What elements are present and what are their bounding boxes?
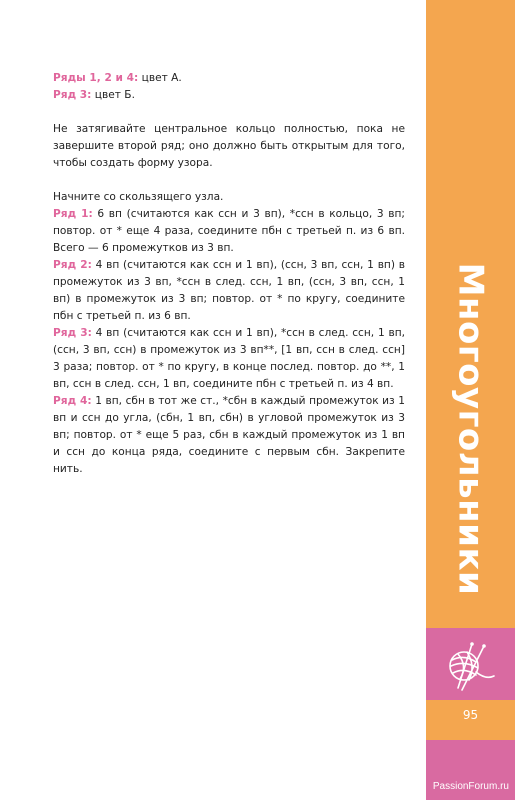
row-label: Ряд 3: — [53, 89, 92, 101]
sidebar-title-wrap — [426, 0, 515, 628]
row-label: Ряд 1: — [53, 208, 93, 220]
row-text: 1 вп, сбн в тот же ст., *сбн в каждый промежуток из 1 вп и ссн до угла, (сбн, 1 вп, сбн) в угловой промежуток из 3 вп; повтор. от * еще 5 раз, сбн в каждый промежуток из 1 вп и ссн до конца ряда, соедините с первым сбн. Закрепите нить. — [53, 395, 406, 475]
row-label: Ряд 4: — [53, 395, 92, 407]
row-3 — [53, 325, 405, 393]
row-text: цвет А. — [138, 72, 182, 84]
page-number: 95 — [462, 708, 479, 722]
color-line-2 — [53, 87, 405, 104]
pattern-text — [53, 70, 405, 478]
row-label: Ряд 2: — [53, 259, 92, 271]
row-text: 4 вп (считаются как ссн и 1 вп), *ссн в след. ссн, 1 вп, (ссн, 3 вп, ссн) в промежуток из 3 вп**, [1 вп, ссн в след. ссн] 3 раза; повтор. от * по кругу, в конце послед. повтор. до **, 1 вп, ссн в след. ссн, 1 вп, соедините пбн с третьей п. из 4 вп. — [53, 327, 406, 390]
color-line-1 — [53, 70, 405, 87]
yarn-ball-icon — [438, 636, 498, 694]
watermark: PassionForum.ru — [432, 781, 509, 792]
row-1 — [53, 206, 405, 257]
row-2 — [53, 257, 405, 325]
note-paragraph: Не затягивайте центральное кольцо полностью, пока не завершите второй ряд; оно должно быть открытым для того, чтобы создать форму узора. — [53, 123, 405, 169]
start-line: Начните со скользящего узла. — [53, 191, 224, 203]
row-text: 6 вп (считаются как ссн и 3 вп), *ссн в кольцо, 3 вп; повтор. от * еще 4 раза, соедините пбн с третьей п. из 6 вп. Всего — 6 промежутков из 3 вп. — [53, 208, 405, 254]
row-4 — [53, 393, 405, 478]
row-text: цвет Б. — [91, 89, 135, 101]
row-text: 4 вп (считаются как ссн и 1 вп), (ссн, 3 вп, ссн, 1 вп) в промежуток из 3 вп, *ссн в след. ссн, 1 вп, (ссн, 3 вп, ссн, 1 вп) в промежуток из 3 вп; повтор. от * по кругу, соедините пбн с третьей п. из 6 вп. — [53, 259, 406, 322]
row-label: Ряды 1, 2 и 4: — [53, 72, 139, 84]
row-label: Ряд 3: — [53, 327, 92, 339]
sidebar-title: Многоугольники — [450, 262, 491, 596]
